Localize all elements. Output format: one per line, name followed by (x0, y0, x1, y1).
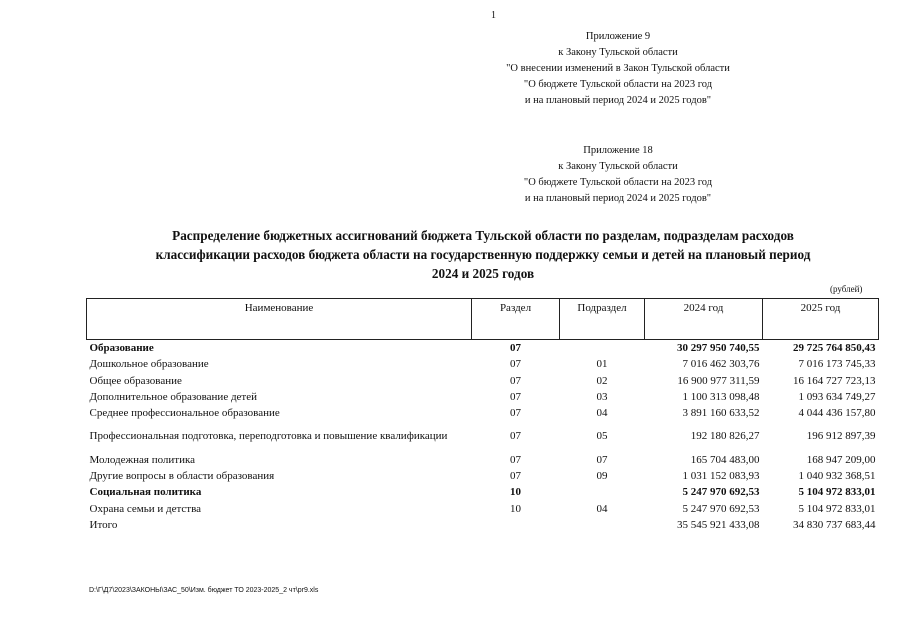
row-2025: 7 016 173 745,33 (798, 358, 876, 371)
row-subsection: 04 (596, 407, 608, 420)
row-2024: 3 891 160 633,52 (682, 407, 760, 420)
table-header-row (87, 299, 879, 340)
row-name: Среднее профессиональное образование (89, 407, 280, 420)
row-section: 07 (510, 469, 521, 482)
row-name: Молодежная политика (89, 453, 196, 466)
row-subsection: 07 (596, 453, 608, 466)
appendix-9-line: Приложение 9 (585, 31, 651, 42)
row-subsection: 09 (596, 469, 608, 482)
row-name: Другие вопросы в области образования (89, 469, 275, 482)
row-section: 07 (510, 342, 521, 355)
row-2025: 4 044 436 157,80 (798, 407, 876, 420)
table-row (87, 451, 879, 467)
row-name: Общее образование (89, 374, 182, 387)
row-name: Дополнительное образование детей (89, 391, 258, 404)
row-2025: 196 912 897,39 (806, 430, 876, 443)
row-name: Дошкольное образование (89, 358, 209, 371)
table-row (87, 340, 879, 357)
row-section: 07 (510, 430, 521, 443)
row-2025: 1 093 634 749,27 (798, 391, 876, 404)
row-subsection: 04 (596, 502, 608, 515)
appendix-9-line: "О бюджете Тульской области на 2023 год (523, 79, 713, 90)
row-subsection: 03 (596, 391, 608, 404)
table-row (87, 421, 879, 451)
units-label: (рублей) (830, 284, 863, 294)
row-name: Образование (89, 342, 154, 355)
appendix-18-line: Приложение 18 (583, 145, 653, 156)
file-path-footer: D:\Г\Д7\2023\ЗАКОНЫ\ЗАС_50\Изм. бюджет ТО 2023-2025_2 чт\pr9.xls (89, 587, 319, 594)
document-title (90, 226, 876, 283)
title-line: классификации расходов бюджета области на государственную поддержку семьи и детей на плановый период (155, 247, 811, 262)
table-row (87, 484, 879, 500)
row-section: 07 (510, 407, 521, 420)
page-mark: 1 (491, 10, 496, 21)
table-row (87, 500, 879, 516)
row-subsection: 02 (596, 374, 608, 387)
row-2025: 34 830 737 683,44 (793, 518, 876, 531)
appendix-9-line: к Закону Тульской области (558, 47, 678, 58)
row-2024: 7 016 462 303,76 (682, 358, 760, 371)
table-row (87, 356, 879, 372)
appendix-18-line: "О бюджете Тульской области на 2023 год (523, 177, 713, 188)
row-2024: 165 704 483,00 (690, 453, 760, 466)
row-2024: 192 180 826,27 (690, 430, 760, 443)
row-name: Социальная политика (89, 486, 202, 499)
header-subsection: Подраздел (560, 299, 645, 340)
row-name: Итого (89, 518, 118, 531)
title-line: Распределение бюджетных ассигнований бюджета Тульской области по разделам, подразделам расходов (172, 228, 794, 243)
row-section: 10 (510, 502, 521, 515)
table-row (87, 468, 879, 484)
row-name: Профессиональная подготовка, переподготовка и повышение квалификации (89, 430, 448, 443)
row-subsection (560, 484, 645, 500)
header-name: Наименование (87, 299, 472, 340)
header-section: Раздел (472, 299, 560, 340)
row-2024: 5 247 970 692,53 (682, 502, 760, 515)
table-row (87, 517, 879, 533)
appendix-9-block (468, 29, 768, 109)
row-subsection: 05 (596, 430, 608, 443)
row-subsection (560, 340, 645, 357)
table-row (87, 405, 879, 421)
row-section (472, 517, 560, 533)
header-2024: 2024 год (645, 299, 763, 340)
row-section: 07 (510, 358, 521, 371)
row-subsection (560, 517, 645, 533)
title-line: 2024 и 2025 годов (431, 266, 535, 281)
row-2025: 5 104 972 833,01 (798, 486, 876, 499)
row-2025: 29 725 764 850,43 (793, 342, 876, 355)
row-2025: 16 164 727 723,13 (793, 374, 876, 387)
row-2024: 16 900 977 311,59 (677, 374, 760, 387)
row-2024: 1 100 313 098,48 (682, 391, 760, 404)
row-section: 07 (510, 391, 521, 404)
row-2024: 30 297 950 740,55 (677, 342, 760, 355)
row-section: 07 (510, 453, 521, 466)
row-2025: 1 040 932 368,51 (798, 469, 876, 482)
header-2025: 2025 год (763, 299, 879, 340)
appendix-18-line: к Закону Тульской области (558, 161, 678, 172)
row-section: 10 (510, 486, 521, 499)
appendix-18-line: и на плановый период 2024 и 2025 годов" (524, 193, 712, 204)
row-2024: 35 545 921 433,08 (677, 518, 760, 531)
table-row (87, 373, 879, 389)
row-section: 07 (510, 374, 521, 387)
table-row (87, 389, 879, 405)
row-2024: 5 247 970 692,53 (682, 486, 760, 499)
appendix-18-block (468, 143, 768, 207)
appendix-9-line: и на плановый период 2024 и 2025 годов" (524, 95, 712, 106)
row-name: Охрана семьи и детства (89, 502, 202, 515)
row-subsection: 01 (596, 358, 608, 371)
budget-table (86, 298, 879, 533)
row-2025: 5 104 972 833,01 (798, 502, 876, 515)
row-2025: 168 947 209,00 (806, 453, 876, 466)
row-2024: 1 031 152 083,93 (682, 469, 760, 482)
appendix-9-line: "О внесении изменений в Закон Тульской области (506, 63, 730, 74)
